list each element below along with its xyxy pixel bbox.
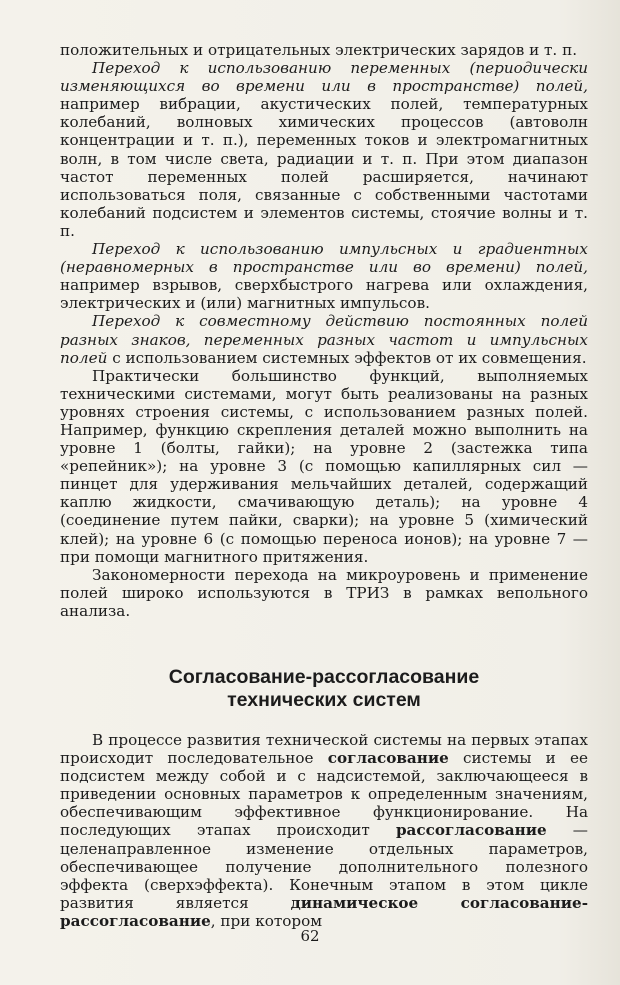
paragraph-text: с использованием системных эффектов от их совмещения. <box>107 348 587 367</box>
section-heading <box>60 666 588 712</box>
paragraph-5: Практически большинство функций, выполняемых техническими системами, могут быть реализованы на разных уровнях строения системы, с использованием разных полей. Например, функцию скрепления деталей можно выполнить на уровне 1 (болты, гайки); на уровне 2 (застежка типа «репейник»); на уровне 3 (с помощью капиллярных сил — пинцет для удерживания мельчайших деталей, содержащий каплю жидкости, смачивающую деталь); на уровне 4 (соединение путем пайки, сварки); на уровне 5 (химический клей); на уровне 6 (с помощью переноса ионов); на уровне 7 — при помощи магнитного притяжения. <box>60 366 588 566</box>
paragraph-text: , при котором <box>210 911 323 930</box>
heading-line-2: технических систем <box>227 689 421 711</box>
italic-phrase: Переход к использованию переменных (периодически изменяющихся во времени или в пространстве) полей, <box>60 59 588 96</box>
paragraph-4 <box>60 312 588 366</box>
bold-term: динамическое согласование-рассогласование <box>60 893 588 930</box>
paragraph-text: например взрывов, сверхбыстрого нагрева или охлаждения, электрических и (или) магнитных импульсов. <box>60 276 588 313</box>
heading-line-1: Согласование-рассогласование <box>168 666 480 688</box>
body-text-lower <box>60 731 588 930</box>
paragraph-2 <box>60 59 588 240</box>
body-text-upper <box>60 41 588 620</box>
paragraph-text: системы и ее подсистем между собой и с надсистемой, заключающееся в приведении основных параметров к определенным значениям, обеспечивающим эффективное функционирование. На последующих этапах происходит <box>60 749 588 840</box>
paragraph-6: Закономерности перехода на микроуровень и применение полей широко используются в ТРИЗ в рамках вепольного анализа. <box>60 565 588 620</box>
italic-phrase: Переход к использованию импульсных и градиентных (неравномерных в пространстве или во времени) полей, <box>60 240 588 277</box>
bold-term: согласование <box>327 749 449 768</box>
paragraph-text: — целенаправленное изменение отдельных параметров, обеспечивающее получение дополнительного полезного эффекта (сверхэффекта). Конечным этапом в этом цикле развития является <box>60 821 588 912</box>
paragraph-7 <box>60 731 588 930</box>
paragraph-3 <box>60 240 588 312</box>
page-number: 62 <box>300 927 320 945</box>
paragraph-1: положительных и отрицательных электрических зарядов и т. п. <box>60 41 578 59</box>
bold-term: рассогласование <box>395 821 547 840</box>
paragraph-text: например вибрации, акустических полей, температурных колебаний, волновых химических процессов (автоволн концентрации и т. п.), переменных токов и электромагнитных волн, в том числе света, радиации и т. п. При этом диапазон частот переменных полей расширяется, начинают использоваться поля, связанные с собственными частотами колебаний подсистем и элементов системы, стоячие волны и т. п. <box>60 95 588 240</box>
paragraph-text: В процессе развития технической системы на первых этапах происходит последовательное <box>60 731 588 768</box>
italic-phrase: Переход к совместному действию постоянных полей разных знаков, переменных разных частот и импульсных полей <box>60 312 588 367</box>
